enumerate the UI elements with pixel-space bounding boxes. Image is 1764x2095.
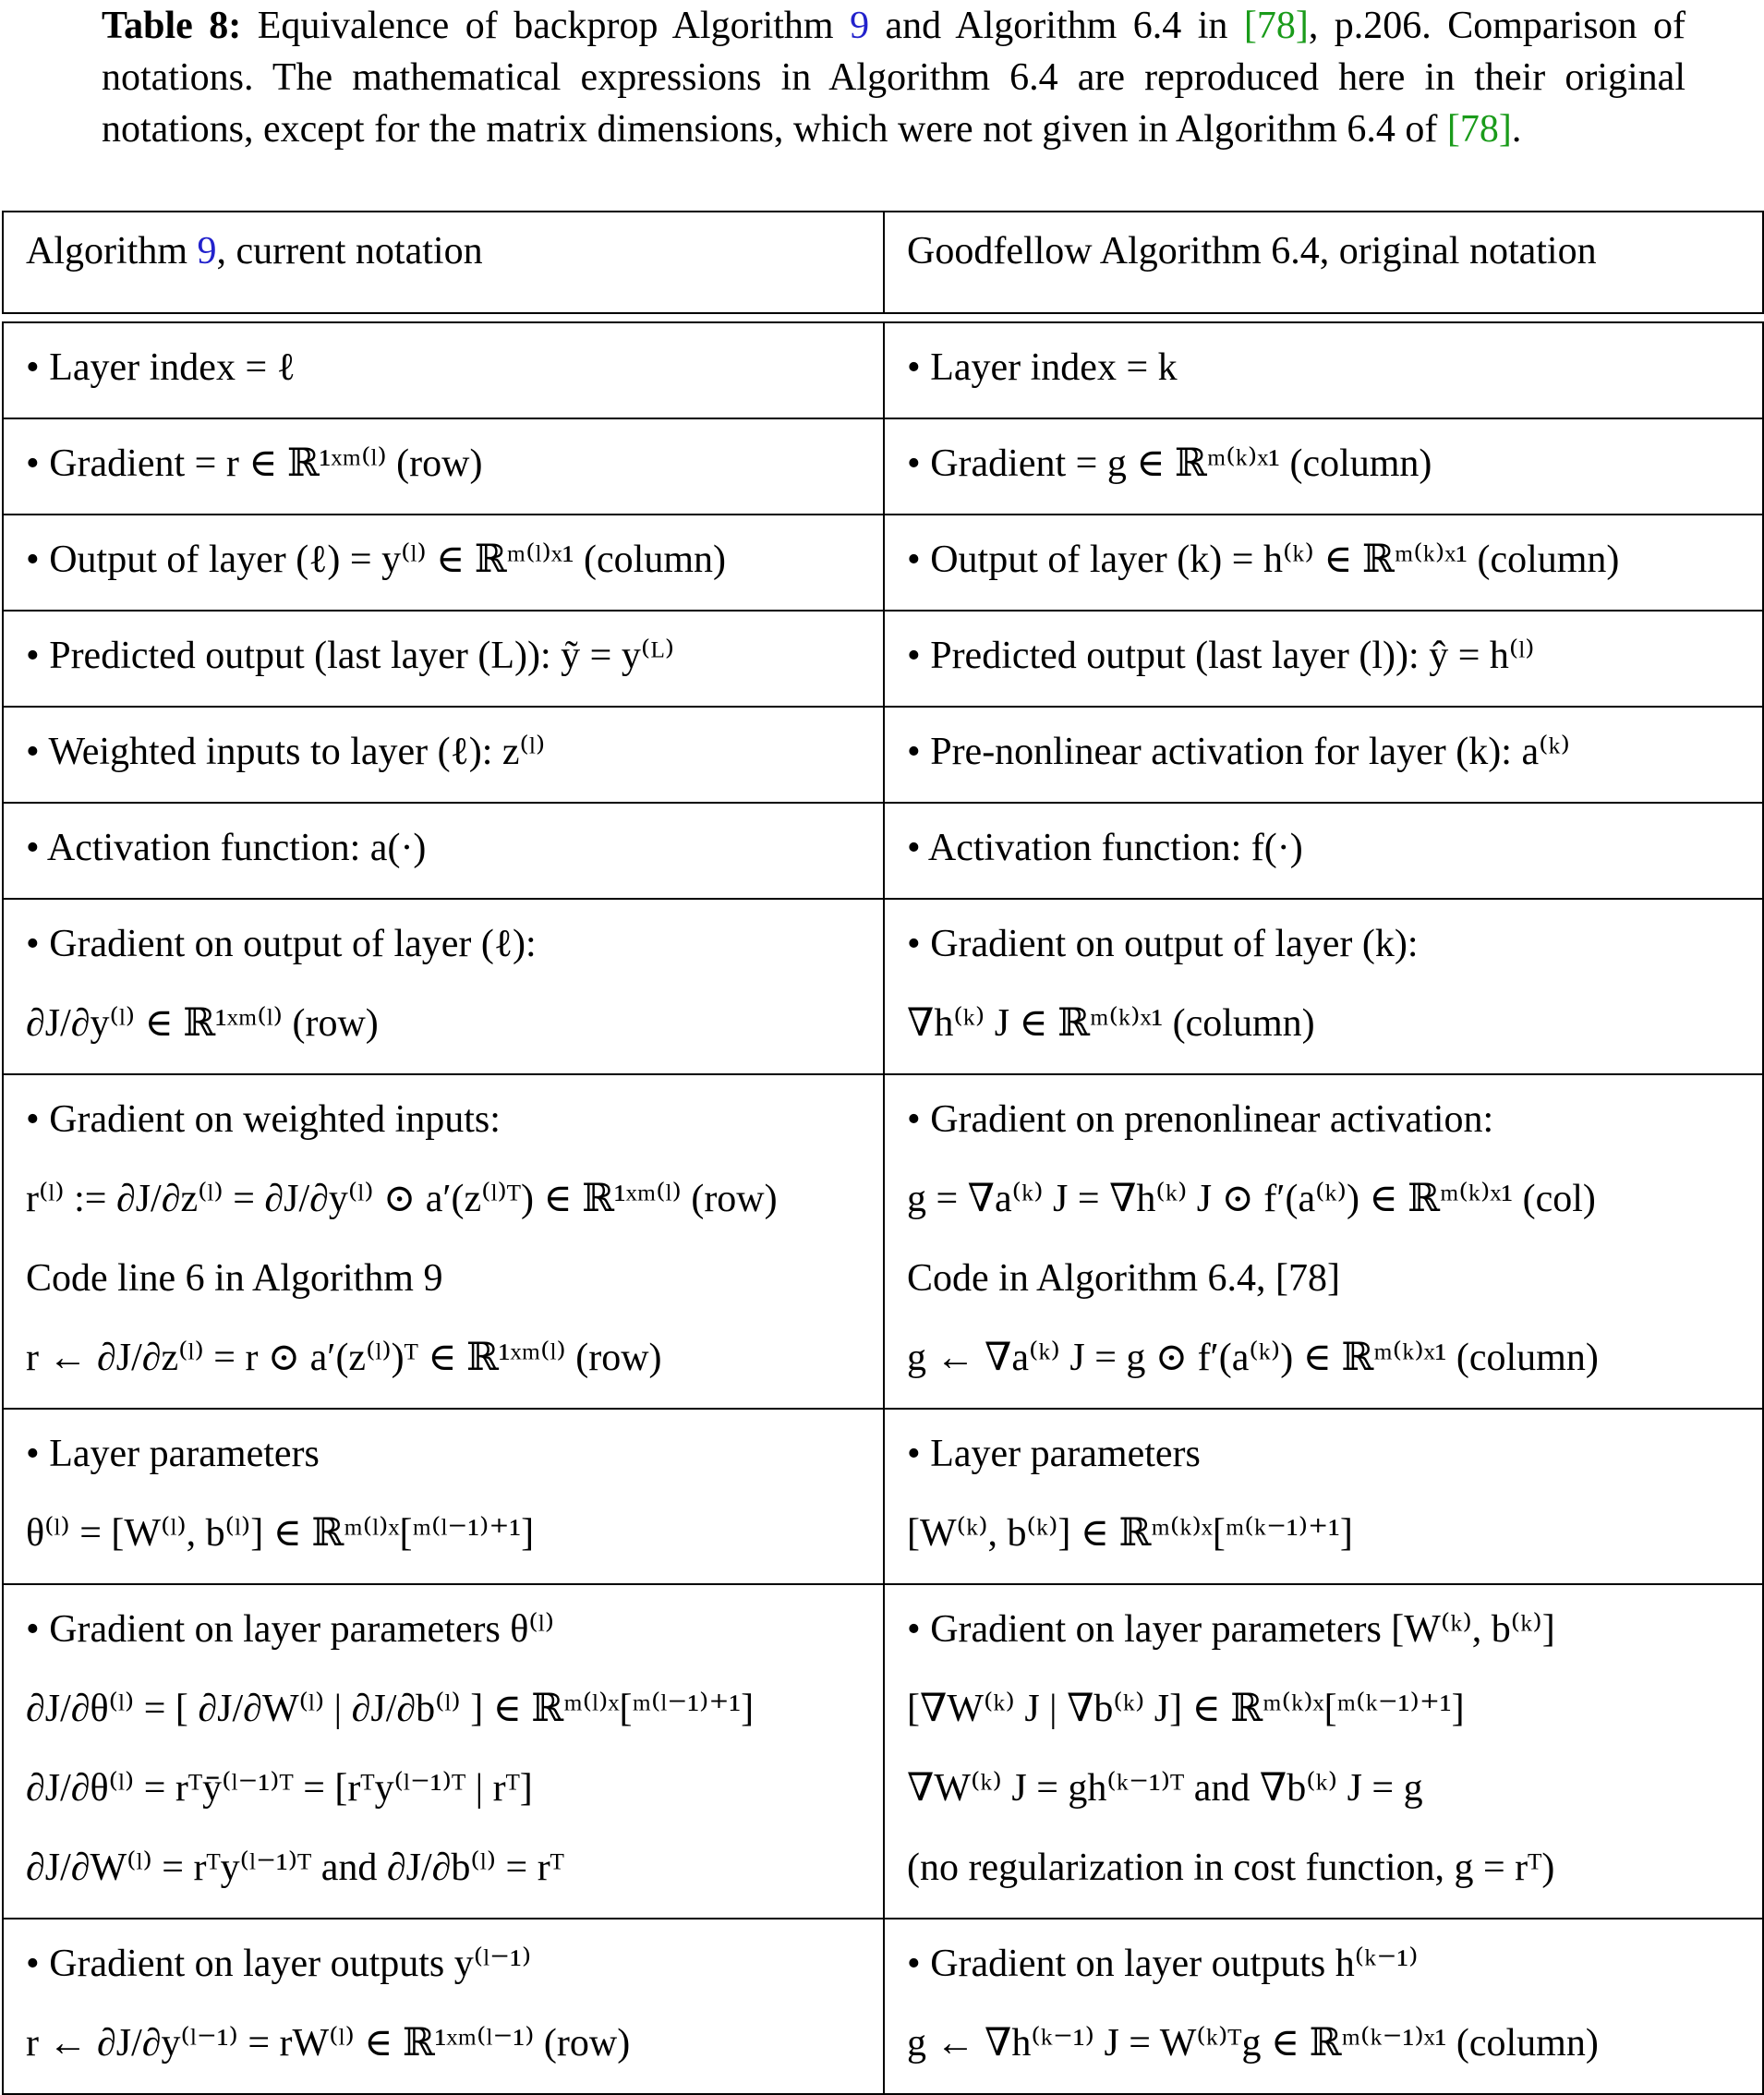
table-row xyxy=(3,803,1763,899)
cell-line: • Layer parameters xyxy=(907,1433,1201,1475)
notation-comparison-table xyxy=(2,211,1764,2095)
table-row xyxy=(3,515,1763,611)
table-row xyxy=(3,322,1763,418)
table-row xyxy=(3,1919,1763,2094)
cell-line: Code line 6 in Algorithm 9 xyxy=(26,1257,443,1300)
cell-line: θ⁽ˡ⁾ = [W⁽ˡ⁾, b⁽ˡ⁾] ∈ ℝᵐ⁽ˡ⁾ˣ[ᵐ⁽ˡ⁻¹⁾⁺¹] xyxy=(26,1512,535,1555)
cell-line: (no regularization in cost function, g = rᵀ) xyxy=(907,1847,1555,1889)
table-row xyxy=(3,707,1763,803)
table-cell-left xyxy=(3,899,884,1074)
cell-line: • Output of layer (k) = h⁽ᵏ⁾ ∈ ℝᵐ⁽ᵏ⁾ˣ¹ (column) xyxy=(907,539,1620,581)
table-row xyxy=(3,611,1763,707)
header-left xyxy=(3,212,884,313)
cell-line: • Gradient on weighted inputs: xyxy=(26,1098,501,1141)
cell-line: • Output of layer (ℓ) = y⁽ˡ⁾ ∈ ℝᵐ⁽ˡ⁾ˣ¹ (column) xyxy=(26,539,726,581)
cell-line: [W⁽ᵏ⁾, b⁽ᵏ⁾] ∈ ℝᵐ⁽ᵏ⁾ˣ[ᵐ⁽ᵏ⁻¹⁾⁺¹] xyxy=(907,1512,1353,1555)
caption-text-3: , p.206. Comparison of notations. The mathematical expressions in Algorithm 6.4 are reproduced here in their original notations, except for the matrix dimensions, which were not given in Algorithm 6.4 of xyxy=(102,5,1685,151)
cell-line: • Gradient on output of layer (k): xyxy=(907,923,1419,965)
header-right: Goodfellow Algorithm 6.4, original notation xyxy=(884,212,1763,313)
cell-line: g = ∇a⁽ᵏ⁾ J = ∇h⁽ᵏ⁾ J ⊙ f′(a⁽ᵏ⁾) ∈ ℝᵐ⁽ᵏ⁾ˣ¹ (col) xyxy=(907,1178,1596,1220)
table-cell-right xyxy=(884,1584,1763,1919)
cell-line: • Gradient = g ∈ ℝᵐ⁽ᵏ⁾ˣ¹ (column) xyxy=(907,442,1432,485)
caption-text-2: and Algorithm 6.4 in xyxy=(869,5,1244,47)
cell-line: • Gradient on output of layer (ℓ): xyxy=(26,923,537,965)
cell-line: • Gradient on prenonlinear activation: xyxy=(907,1098,1494,1141)
table-cell-right xyxy=(884,803,1763,899)
cell-line: r ← ∂J/∂z⁽ˡ⁾ = r ⊙ a′(z⁽ˡ⁾)ᵀ ∈ ℝ¹ˣᵐ⁽ˡ⁾ (row) xyxy=(26,1337,662,1379)
table-cell-left xyxy=(3,322,884,418)
table-cell-left xyxy=(3,418,884,515)
table-cell-left xyxy=(3,1074,884,1409)
header-algorithm-ref-link[interactable]: 9 xyxy=(197,230,217,272)
cell-line: [∇W⁽ᵏ⁾ J | ∇b⁽ᵏ⁾ J] ∈ ℝᵐ⁽ᵏ⁾ˣ[ᵐ⁽ᵏ⁻¹⁾⁺¹] xyxy=(907,1688,1465,1730)
table-row xyxy=(3,1584,1763,1919)
algorithm-ref-link[interactable]: 9 xyxy=(850,5,870,47)
cell-line: Code in Algorithm 6.4, [78] xyxy=(907,1257,1340,1300)
header-gap xyxy=(3,313,1763,322)
table-cell-right xyxy=(884,322,1763,418)
cell-line: • Pre-nonlinear activation for layer (k): a⁽ᵏ⁾ xyxy=(907,731,1570,773)
cell-line: ∂J/∂θ⁽ˡ⁾ = [ ∂J/∂W⁽ˡ⁾ | ∂J/∂b⁽ˡ⁾ ] ∈ ℝᵐ⁽ˡ⁾ˣ[ᵐ⁽ˡ⁻¹⁾⁺¹] xyxy=(26,1688,755,1730)
caption-text-1: Equivalence of backprop Algorithm xyxy=(241,5,851,47)
caption-label: Table 8: xyxy=(102,5,242,47)
cell-line: • Gradient on layer parameters θ⁽ˡ⁾ xyxy=(26,1608,555,1651)
table-cell-left xyxy=(3,515,884,611)
cell-line: • Predicted output (last layer (l)): ŷ = h⁽ˡ⁾ xyxy=(907,635,1535,677)
table-cell-left xyxy=(3,707,884,803)
cell-line: ∂J/∂y⁽ˡ⁾ ∈ ℝ¹ˣᵐ⁽ˡ⁾ (row) xyxy=(26,1002,379,1045)
cell-line: • Layer parameters xyxy=(26,1433,320,1475)
table-cell-left xyxy=(3,611,884,707)
table-row xyxy=(3,1074,1763,1409)
header-left-text-2: , current notation xyxy=(216,230,483,272)
cell-line: ∇W⁽ᵏ⁾ J = gh⁽ᵏ⁻¹⁾ᵀ and ∇b⁽ᵏ⁾ J = g xyxy=(907,1767,1423,1810)
cell-line: ∂J/∂θ⁽ˡ⁾ = rᵀȳ⁽ˡ⁻¹⁾ᵀ = [rᵀy⁽ˡ⁻¹⁾ᵀ | rᵀ] xyxy=(26,1767,533,1810)
cell-line: g ← ∇a⁽ᵏ⁾ J = g ⊙ f′(a⁽ᵏ⁾) ∈ ℝᵐ⁽ᵏ⁾ˣ¹ (column) xyxy=(907,1337,1599,1379)
table-cell-left xyxy=(3,1409,884,1584)
cell-line: ∂J/∂W⁽ˡ⁾ = rᵀy⁽ˡ⁻¹⁾ᵀ and ∂J/∂b⁽ˡ⁾ = rᵀ xyxy=(26,1847,564,1889)
cell-line: r ← ∂J/∂y⁽ˡ⁻¹⁾ = rW⁽ˡ⁾ ∈ ℝ¹ˣᵐ⁽ˡ⁻¹⁾ (row) xyxy=(26,2022,631,2065)
table-caption xyxy=(102,0,1685,155)
header-left-text: Algorithm xyxy=(26,230,198,272)
table-row xyxy=(3,899,1763,1074)
table-row xyxy=(3,1409,1763,1584)
cell-line: • Layer index = k xyxy=(907,346,1178,389)
cell-line: • Activation function: a(·) xyxy=(26,827,427,869)
table-cell-right xyxy=(884,611,1763,707)
caption-text-4: . xyxy=(1511,108,1522,151)
cell-line: ∇h⁽ᵏ⁾ J ∈ ℝᵐ⁽ᵏ⁾ˣ¹ (column) xyxy=(907,1002,1315,1045)
cell-line: g ← ∇h⁽ᵏ⁻¹⁾ J = W⁽ᵏ⁾ᵀg ∈ ℝᵐ⁽ᵏ⁻¹⁾ˣ¹ (column) xyxy=(907,2022,1599,2065)
table-row xyxy=(3,418,1763,515)
cell-line: • Gradient on layer parameters [W⁽ᵏ⁾, b⁽ᵏ⁾] xyxy=(907,1608,1555,1651)
cell-line: • Weighted inputs to layer (ℓ): z⁽ˡ⁾ xyxy=(26,731,546,773)
table-cell-right xyxy=(884,1074,1763,1409)
table-cell-right xyxy=(884,1919,1763,2094)
table-cell-left xyxy=(3,1584,884,1919)
cell-line: • Predicted output (last layer (L)): ỹ = y⁽ᴸ⁾ xyxy=(26,635,675,677)
table-cell-right xyxy=(884,1409,1763,1584)
cell-line: • Activation function: f(·) xyxy=(907,827,1303,869)
table-cell-right xyxy=(884,418,1763,515)
cell-line: • Gradient = r ∈ ℝ¹ˣᵐ⁽ˡ⁾ (row) xyxy=(26,442,483,485)
table-header-row xyxy=(3,212,1763,313)
cell-line: • Gradient on layer outputs y⁽ˡ⁻¹⁾ xyxy=(26,1943,532,1985)
table-cell-right xyxy=(884,899,1763,1074)
citation-link[interactable]: [78] xyxy=(1243,5,1309,47)
table-cell-left xyxy=(3,803,884,899)
cell-line: • Gradient on layer outputs h⁽ᵏ⁻¹⁾ xyxy=(907,1943,1419,1985)
citation-link-2[interactable]: [78] xyxy=(1446,108,1512,151)
cell-line: • Layer index = ℓ xyxy=(26,346,296,389)
cell-line: r⁽ˡ⁾ := ∂J/∂z⁽ˡ⁾ = ∂J/∂y⁽ˡ⁾ ⊙ a′(z⁽ˡ⁾ᵀ) ∈ ℝ¹ˣᵐ⁽ˡ⁾ (row) xyxy=(26,1178,778,1220)
table-cell-right xyxy=(884,515,1763,611)
table-cell-left xyxy=(3,1919,884,2094)
table-cell-right xyxy=(884,707,1763,803)
